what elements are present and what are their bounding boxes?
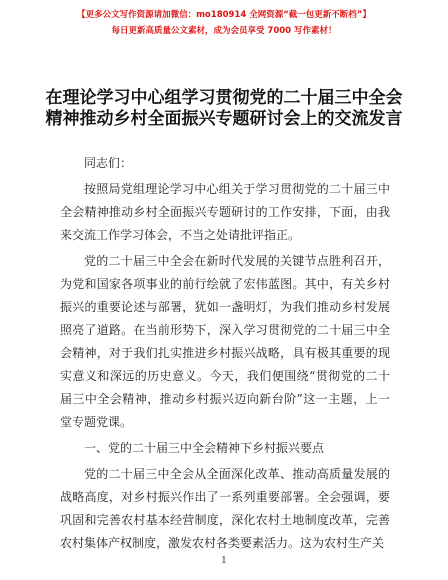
promo-banner-line-1: 【更多公文写作资源请加微信：mo180914 全网资源“截一包更新不断档”】 [77,10,371,20]
paragraph-section-1: 党的二十届三中全会从全面深化改革、推动高质量发展的战略高度，对乡村振兴作出了一系列重要部署。全会强调，要巩固和完善农村基本经营制度，深化农村土地制度改革，完善农村集体产权制度，激发农村各类要素活力。这为农村生产关 [60,467,390,550]
salutation: 同志们： [84,156,133,170]
document-title: 在理论学习中心组学习贯彻党的二十届三中全会精神推动乡村全面振兴专题研讨会上的交流发言 [45,88,403,129]
page-number: 1 [221,556,227,566]
document-body [60,152,390,555]
promo-banner [0,8,448,38]
paragraph-intro: 按照局党组理论学习中心组关于学习贯彻党的二十届三中全会精神推动乡村全面振兴专题研讨的工作安排，下面，由我来交流工作学习体会，不当之处请批评指正。 [60,182,390,242]
promo-banner-line-2: 每日更新高质量公文素材，成为会员享受 7000 写作素材！ [111,26,337,36]
section-heading: 一、党的二十届三中全会精神下乡村振兴要点 [84,441,325,455]
paragraph-background: 党的二十届三中全会在新时代发展的关键节点胜利召开，为党和国家各项事业的前行绘就了宏伟蓝图。其中，有关乡村振兴的重要论述与部署，犹如一盏明灯，为我们推动乡村发展照亮了道路。在当前形势下，深入学习贯彻党的二十届三中全会精神，对于我们扎实推进乡村振兴战略，具有极其重要的现实意义和深远的历史意义。今天，我们便围绕“贯彻党的二十届三中全会精神，推动乡村振兴迈向新台阶”这一主题，上一堂专题党课。 [60,254,390,429]
